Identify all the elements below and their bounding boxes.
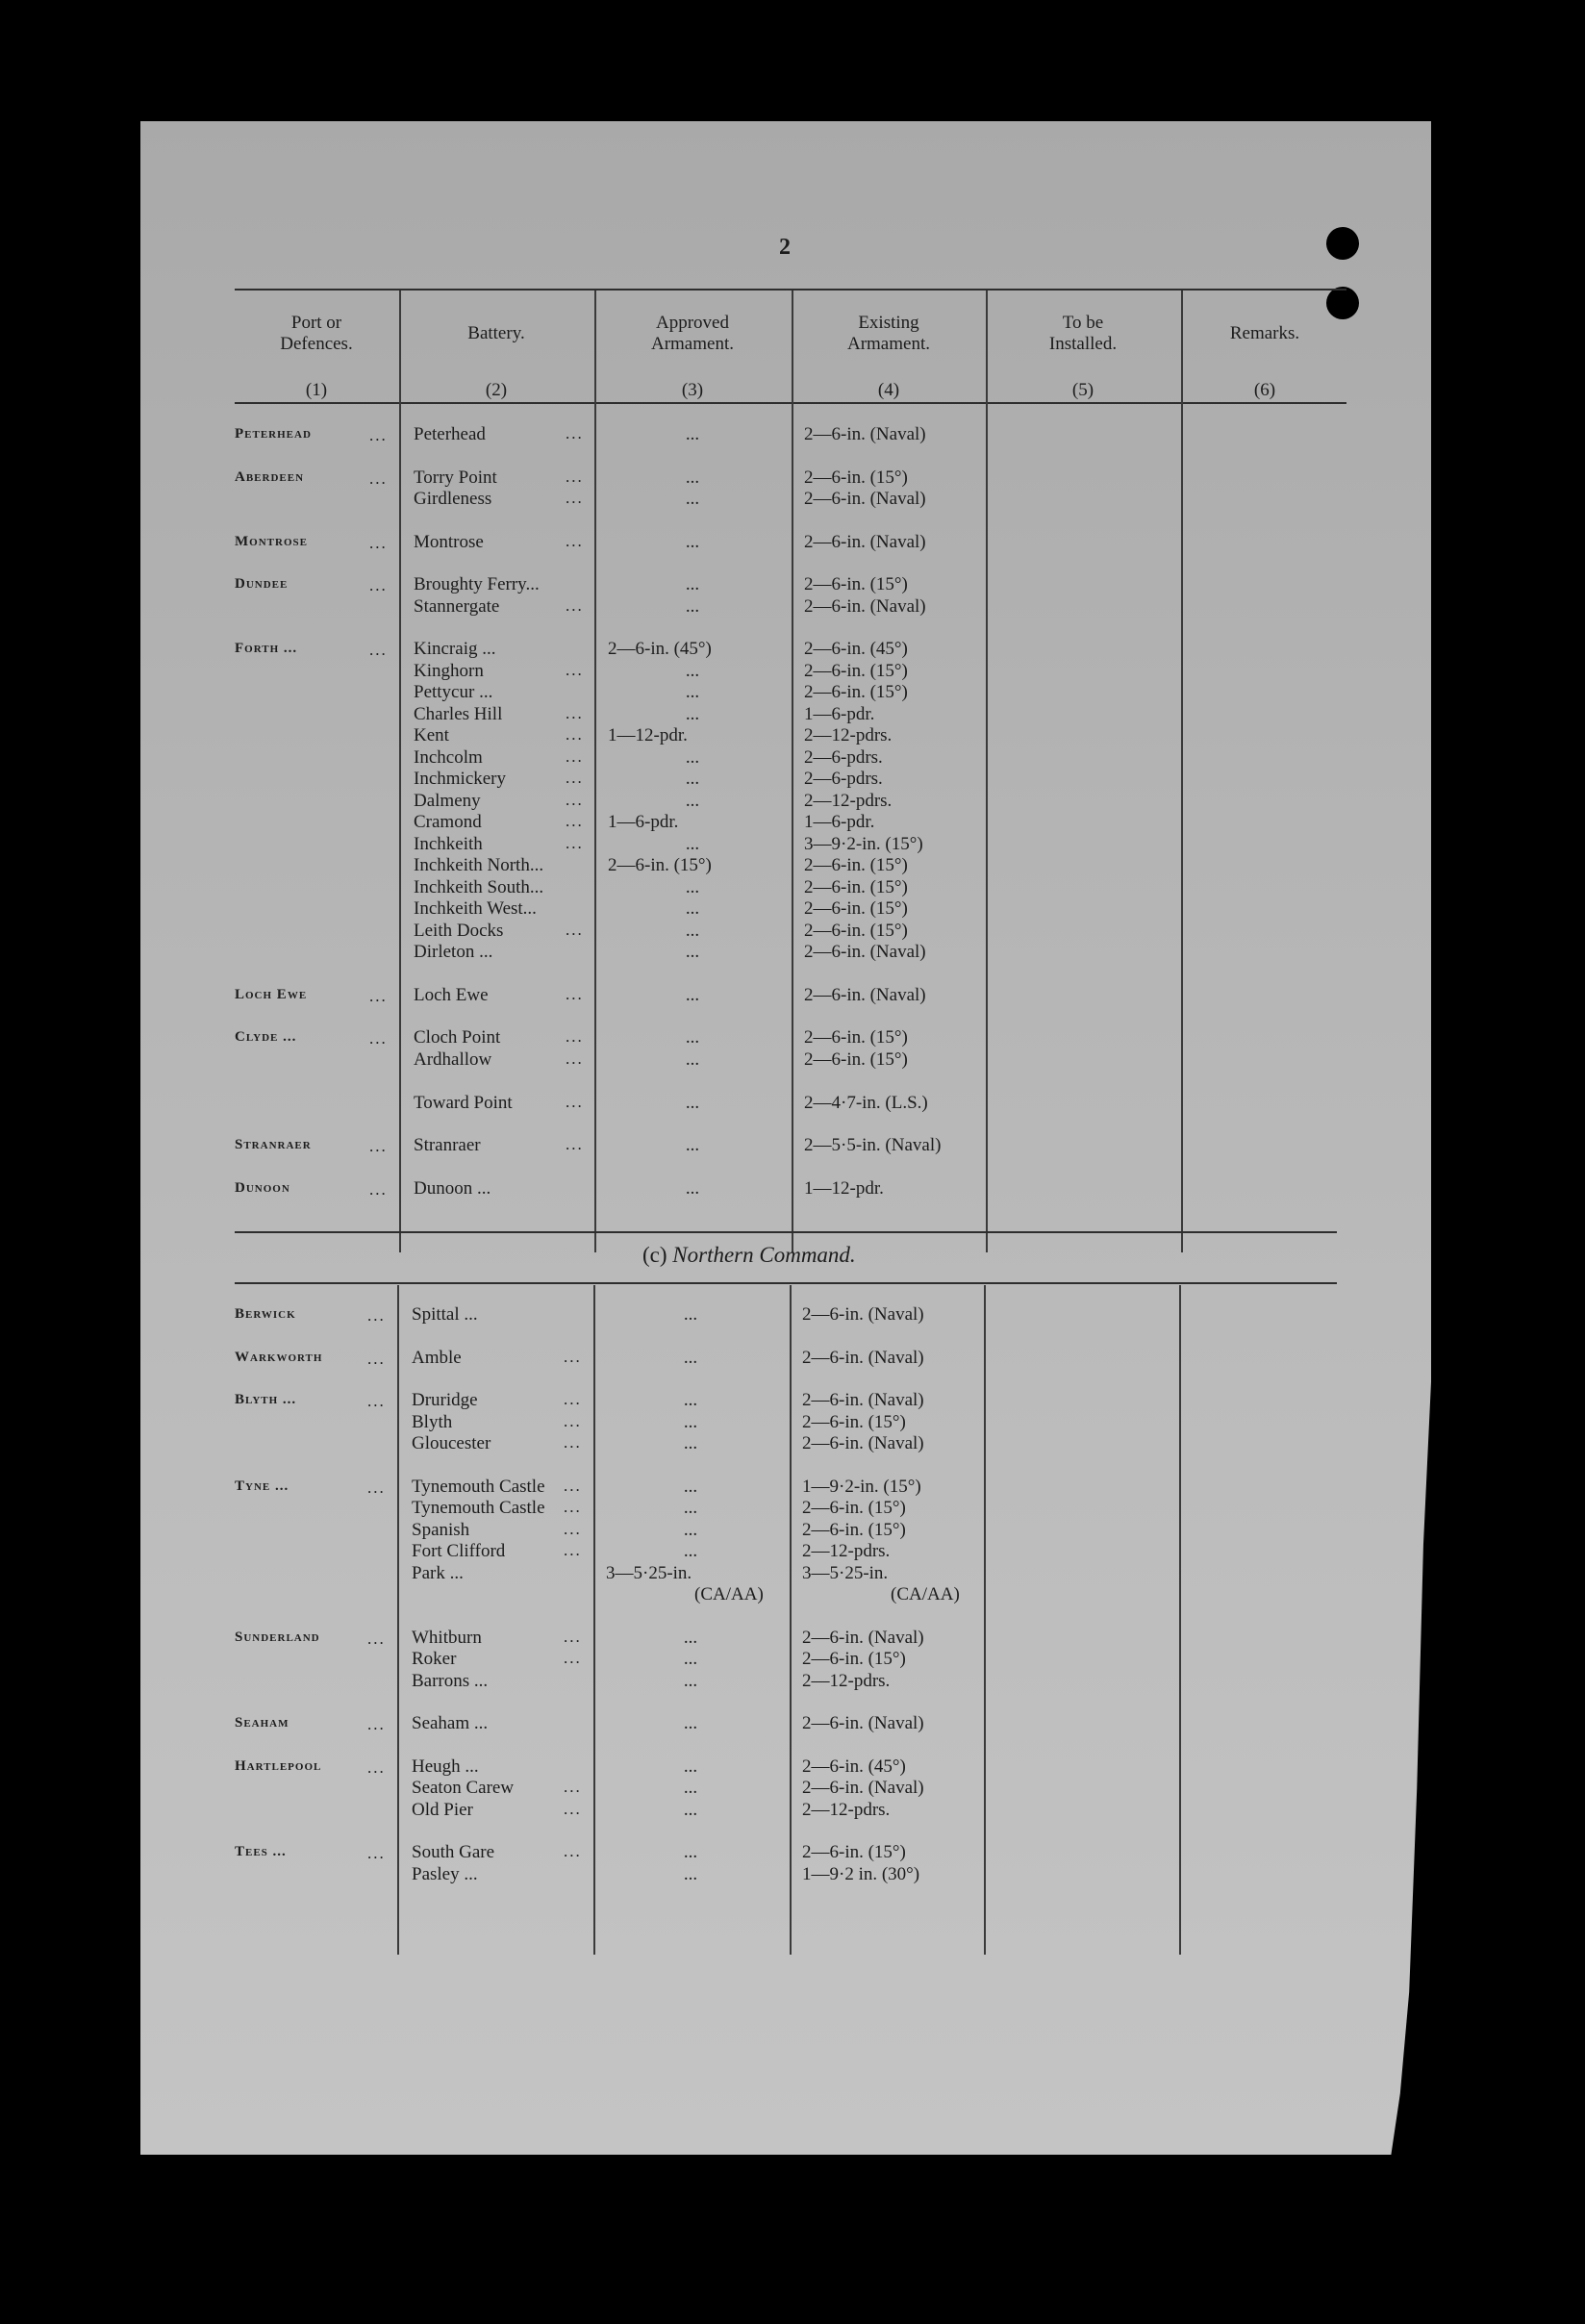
column-number: (6): [1253, 380, 1276, 400]
leader-dots: ...: [367, 1478, 386, 1497]
battery-cell: Kinghorn: [414, 660, 484, 681]
column-number: (1): [305, 380, 328, 400]
existing-armament-cell: 2—6-in. (15°): [804, 1048, 908, 1070]
existing-armament-cell: 2—4·7-in. (L.S.): [804, 1092, 928, 1113]
approved-armament-cell: ...: [685, 595, 700, 617]
port-name: Forth ...: [235, 641, 298, 656]
approved-armament-cell: ...: [685, 984, 700, 1005]
existing-armament-cell: 2—6-in. (15°): [804, 1027, 908, 1048]
existing-armament-cell: 2—6-pdrs.: [804, 769, 883, 789]
existing-armament-cell: 2—6-in. (45°): [804, 639, 908, 659]
approved-armament-cell: (CA/AA): [694, 1584, 764, 1604]
battery-cell: Dalmeny: [414, 790, 481, 811]
existing-armament-cell: 2—6-in. (15°): [802, 1519, 906, 1540]
existing-armament-cell: 2—6-in. (15°): [804, 682, 908, 702]
punch-hole-top: [1326, 227, 1359, 260]
leader-dots: ...: [367, 1629, 386, 1648]
leader-dots: ...: [367, 1844, 386, 1862]
existing-armament-cell: 2—6-in. (Naval): [802, 1390, 924, 1410]
battery-cell: Leith Docks: [414, 920, 504, 941]
port-name: Sunderland: [235, 1629, 320, 1645]
battery-cell: Stannergate: [414, 595, 500, 617]
leader-dots: ...: [566, 920, 584, 939]
leader-dots: ...: [566, 1092, 584, 1111]
leader-dots: ...: [369, 468, 388, 488]
battery-cell: Amble: [412, 1347, 462, 1368]
approved-armament-cell: ...: [683, 1649, 698, 1669]
approved-armament-cell: ...: [685, 1177, 700, 1199]
battery-cell: Kincraig ...: [414, 639, 496, 659]
existing-armament-cell: 2—6-in. (Naval): [802, 1713, 924, 1733]
column-rule: [397, 1285, 399, 1955]
approved-armament-cell: ...: [685, 682, 700, 702]
battery-cell: Inchmickery: [414, 769, 507, 789]
existing-armament-cell: 1—6-pdr.: [804, 812, 875, 832]
leader-dots: ...: [566, 833, 584, 852]
approved-armament-cell: ...: [685, 920, 700, 941]
port-name: Tyne ...: [235, 1478, 289, 1494]
battery-cell: Spittal ...: [412, 1304, 478, 1325]
column-header-port: Port or Defences.: [280, 313, 353, 354]
port-name: Peterhead: [235, 426, 312, 442]
existing-armament-cell: 2—6-in. (Naval): [804, 489, 926, 509]
leader-dots: ...: [369, 1029, 388, 1048]
leader-dots: ...: [367, 1392, 386, 1410]
page-number: 2: [779, 235, 791, 260]
battery-cell: Pettycur ...: [414, 682, 493, 702]
existing-armament-cell: 1—12-pdr.: [804, 1177, 884, 1199]
port-name: Berwick: [235, 1306, 296, 1322]
battery-cell: Pasley ...: [412, 1863, 478, 1884]
section-rule-top: [235, 1231, 1337, 1233]
battery-cell: Inchcolm: [414, 746, 483, 768]
battery-cell: Whitburn: [412, 1627, 482, 1648]
battery-cell: Blyth: [412, 1411, 453, 1432]
leader-dots: ...: [566, 660, 584, 679]
port-name: Stranraer: [235, 1137, 312, 1152]
existing-armament-cell: 2—12-pdrs.: [802, 1541, 891, 1561]
leader-dots: ...: [566, 790, 584, 809]
leader-dots: ...: [369, 426, 388, 444]
existing-armament-cell: 2—6-in. (15°): [804, 920, 908, 941]
leader-dots: ...: [566, 489, 584, 507]
leader-dots: ...: [564, 1411, 582, 1430]
battery-cell: Toward Point: [414, 1092, 513, 1113]
section-rule-bottom: [235, 1282, 1337, 1284]
leader-dots: ...: [566, 1027, 584, 1046]
approved-armament-cell: ...: [685, 1027, 700, 1048]
approved-armament-cell: ...: [685, 703, 700, 724]
approved-armament-cell: ...: [685, 790, 700, 811]
approved-armament-cell: ...: [685, 660, 700, 681]
leader-dots: ...: [564, 1519, 582, 1538]
column-rule: [790, 1285, 792, 1955]
existing-armament-cell: 2—6-in. (45°): [802, 1756, 906, 1777]
leader-dots: ...: [367, 1306, 386, 1325]
leader-dots: ...: [566, 746, 584, 766]
approved-armament-cell: ...: [683, 1778, 698, 1798]
existing-armament-cell: 1—6-pdr.: [804, 703, 875, 724]
battery-cell: Loch Ewe: [414, 984, 489, 1005]
existing-armament-cell: 2—6-in. (15°): [804, 574, 908, 594]
battery-cell: Cramond: [414, 812, 482, 832]
column-number: (2): [485, 380, 508, 400]
battery-cell: Girdleness: [414, 489, 492, 509]
port-name: Dunoon: [235, 1179, 290, 1196]
leader-dots: ...: [564, 1390, 582, 1408]
existing-armament-cell: 2—6-in. (15°): [804, 467, 908, 488]
approved-armament-cell: ...: [685, 769, 700, 789]
column-rule: [986, 290, 988, 1252]
existing-armament-cell: 2—6-in. (15°): [802, 1842, 906, 1862]
existing-armament-cell: 2—6-in. (15°): [804, 898, 908, 919]
approved-armament-cell: 1—6-pdr.: [608, 812, 679, 832]
battery-cell: Gloucester: [412, 1433, 491, 1453]
existing-armament-cell: 2—12-pdrs.: [804, 790, 893, 811]
battery-cell: Dunoon ...: [414, 1177, 491, 1199]
approved-armament-cell: ...: [683, 1519, 698, 1540]
approved-armament-cell: ...: [683, 1411, 698, 1432]
approved-armament-cell: ...: [683, 1476, 698, 1497]
existing-armament-cell: 2—6-in. (Naval): [802, 1347, 924, 1368]
battery-cell: Montrose: [414, 531, 484, 552]
leader-dots: ...: [367, 1715, 386, 1733]
battery-cell: Heugh ...: [412, 1756, 479, 1777]
leader-dots: ...: [564, 1842, 582, 1860]
battery-cell: Inchkeith North...: [414, 855, 544, 875]
column-header-remarks: Remarks.: [1229, 323, 1300, 343]
column-rule: [399, 290, 401, 1252]
battery-cell: South Gare: [412, 1842, 495, 1862]
battery-cell: Inchkeith: [414, 833, 483, 854]
existing-armament-cell: 2—6-pdrs.: [804, 746, 883, 768]
existing-armament-cell: 2—12-pdrs.: [804, 725, 893, 745]
leader-dots: ...: [369, 1179, 388, 1199]
battery-cell: Kent: [414, 725, 449, 745]
battery-cell: Barrons ...: [412, 1670, 489, 1691]
leader-dots: ...: [566, 725, 584, 744]
existing-armament-cell: 2—6-in. (Naval): [802, 1627, 924, 1648]
leader-dots: ...: [566, 1048, 584, 1068]
port-name: Dundee: [235, 576, 289, 592]
leader-dots: ...: [564, 1541, 582, 1559]
existing-armament-cell: 2—6-in. (Naval): [804, 984, 926, 1005]
battery-cell: Broughty Ferry...: [414, 574, 540, 594]
approved-armament-cell: ...: [685, 1048, 700, 1070]
battery-cell: Ardhallow: [414, 1048, 492, 1070]
existing-armament-cell: 2—6-in. (15°): [802, 1498, 906, 1518]
approved-armament-cell: ...: [685, 574, 700, 594]
port-name: Seaham: [235, 1715, 289, 1730]
leader-dots: ...: [369, 533, 388, 552]
leader-dots: ...: [566, 467, 584, 486]
approved-armament-cell: ...: [683, 1799, 698, 1820]
leader-dots: ...: [566, 769, 584, 787]
leader-dots: ...: [566, 424, 584, 442]
battery-cell: Stranraer: [414, 1135, 481, 1155]
leader-dots: ...: [564, 1649, 582, 1667]
leader-dots: ...: [367, 1757, 386, 1777]
existing-armament-cell: 2—6-in. (15°): [802, 1649, 906, 1669]
leader-dots: ...: [564, 1627, 582, 1646]
header-bottom-rule: [235, 402, 1346, 404]
approved-armament-cell: ...: [685, 876, 700, 897]
column-number: (3): [681, 380, 704, 400]
leader-dots: ...: [566, 1135, 584, 1153]
column-header-battery: Battery.: [467, 323, 525, 343]
approved-armament-cell: ...: [683, 1304, 698, 1325]
battery-cell: Park ...: [412, 1562, 464, 1583]
existing-armament-cell: 2—6-in. (Naval): [802, 1778, 924, 1798]
battery-cell: Seaton Carew: [412, 1778, 515, 1798]
leader-dots: ...: [566, 595, 584, 615]
column-header-existing: Existing Armament.: [846, 313, 930, 354]
punch-hole-bottom: [1326, 287, 1359, 319]
existing-armament-cell: 2—6-in. (15°): [804, 876, 908, 897]
existing-armament-cell: 2—6-in. (Naval): [802, 1304, 924, 1325]
leader-dots: ...: [369, 576, 388, 594]
battery-cell: Cloch Point: [414, 1027, 501, 1048]
approved-armament-cell: ...: [685, 424, 700, 444]
column-rule: [1181, 290, 1183, 1252]
existing-armament-cell: 2—6-in. (Naval): [802, 1433, 924, 1453]
battery-cell: Tynemouth Castle: [412, 1476, 545, 1497]
existing-armament-cell: 2—12-pdrs.: [802, 1670, 891, 1691]
approved-armament-cell: ...: [685, 531, 700, 552]
battery-cell: Inchkeith South...: [414, 876, 544, 897]
existing-armament-cell: 2—6-in. (Naval): [804, 942, 926, 962]
existing-armament-cell: 2—6-in. (15°): [804, 660, 908, 681]
port-name: Loch Ewe: [235, 986, 308, 1002]
approved-armament-cell: ...: [683, 1347, 698, 1368]
approved-armament-cell: ...: [683, 1756, 698, 1777]
leader-dots: ...: [367, 1349, 386, 1368]
approved-armament-cell: ...: [683, 1541, 698, 1561]
leader-dots: ...: [369, 641, 388, 659]
approved-armament-cell: ...: [685, 898, 700, 919]
leader-dots: ...: [566, 984, 584, 1003]
existing-armament-cell: (CA/AA): [891, 1584, 960, 1604]
leader-dots: ...: [564, 1476, 582, 1495]
leader-dots: ...: [566, 531, 584, 550]
approved-armament-cell: ...: [685, 467, 700, 488]
command-heading: (c) Northern Command.: [642, 1243, 856, 1267]
leader-dots: ...: [369, 986, 388, 1005]
leader-dots: ...: [566, 812, 584, 830]
approved-armament-cell: ...: [683, 1627, 698, 1648]
port-name: Clyde ...: [235, 1029, 297, 1045]
approved-armament-cell: ...: [683, 1863, 698, 1884]
port-name: Montrose: [235, 533, 308, 549]
leader-dots: ...: [564, 1433, 582, 1452]
approved-armament-cell: ...: [685, 1135, 700, 1155]
existing-armament-cell: 2—5·5-in. (Naval): [804, 1135, 942, 1155]
port-name: Blyth ...: [235, 1392, 297, 1407]
column-header-approved: Approved Armament.: [650, 313, 734, 354]
port-name: Tees ...: [235, 1844, 287, 1859]
approved-armament-cell: 2—6-in. (15°): [608, 855, 712, 875]
existing-armament-cell: 2—6-in. (Naval): [804, 531, 926, 552]
leader-dots: ...: [564, 1778, 582, 1796]
column-rule: [984, 1285, 986, 1955]
leader-dots: ...: [564, 1347, 582, 1366]
battery-cell: Seaham ...: [412, 1713, 489, 1733]
battery-cell: Fort Clifford: [412, 1541, 506, 1561]
leader-dots: ...: [564, 1498, 582, 1516]
existing-armament-cell: 3—5·25-in.: [802, 1562, 889, 1583]
port-name: Aberdeen: [235, 468, 305, 485]
header-top-rule: [235, 289, 1346, 290]
existing-armament-cell: 2—6-in. (Naval): [804, 424, 926, 444]
battery-cell: Spanish: [412, 1519, 470, 1540]
approved-armament-cell: 3—5·25-in.: [606, 1562, 692, 1583]
existing-armament-cell: 1—9·2 in. (30°): [802, 1863, 920, 1884]
battery-cell: Tynemouth Castle: [412, 1498, 545, 1518]
battery-cell: Charles Hill: [414, 703, 503, 724]
battery-cell: Torry Point: [414, 467, 497, 488]
approved-armament-cell: ...: [685, 1092, 700, 1113]
battery-cell: Roker: [412, 1649, 457, 1669]
approved-armament-cell: ...: [685, 833, 700, 854]
approved-armament-cell: ...: [685, 746, 700, 768]
approved-armament-cell: ...: [683, 1670, 698, 1691]
column-rule: [1179, 1285, 1181, 1955]
approved-armament-cell: ...: [685, 942, 700, 962]
existing-armament-cell: 1—9·2-in. (15°): [802, 1476, 921, 1497]
approved-armament-cell: 1—12-pdr.: [608, 725, 688, 745]
approved-armament-cell: 2—6-in. (45°): [608, 639, 712, 659]
port-name: Hartlepool: [235, 1757, 322, 1774]
approved-armament-cell: ...: [683, 1713, 698, 1733]
existing-armament-cell: 2—6-in. (15°): [804, 855, 908, 875]
battery-cell: Old Pier: [412, 1799, 473, 1820]
approved-armament-cell: ...: [683, 1390, 698, 1410]
approved-armament-cell: ...: [685, 489, 700, 509]
battery-cell: Peterhead: [414, 424, 486, 444]
existing-armament-cell: 2—6-in. (15°): [802, 1411, 906, 1432]
existing-armament-cell: 3—9·2-in. (15°): [804, 833, 923, 854]
approved-armament-cell: ...: [683, 1842, 698, 1862]
column-header-to-be-installed: To be Installed.: [1048, 313, 1118, 354]
column-number: (4): [877, 380, 900, 400]
battery-cell: Dirleton ...: [414, 942, 493, 962]
column-rule: [792, 290, 793, 1252]
leader-dots: ...: [564, 1799, 582, 1818]
leader-dots: ...: [369, 1137, 388, 1155]
approved-armament-cell: ...: [683, 1498, 698, 1518]
battery-cell: Inchkeith West...: [414, 898, 537, 919]
battery-cell: Druridge: [412, 1390, 478, 1410]
leader-dots: ...: [566, 703, 584, 722]
column-number: (5): [1071, 380, 1094, 400]
port-name: Warkworth: [235, 1349, 323, 1365]
existing-armament-cell: 2—6-in. (Naval): [804, 595, 926, 617]
existing-armament-cell: 2—12-pdrs.: [802, 1799, 891, 1820]
approved-armament-cell: ...: [683, 1433, 698, 1453]
